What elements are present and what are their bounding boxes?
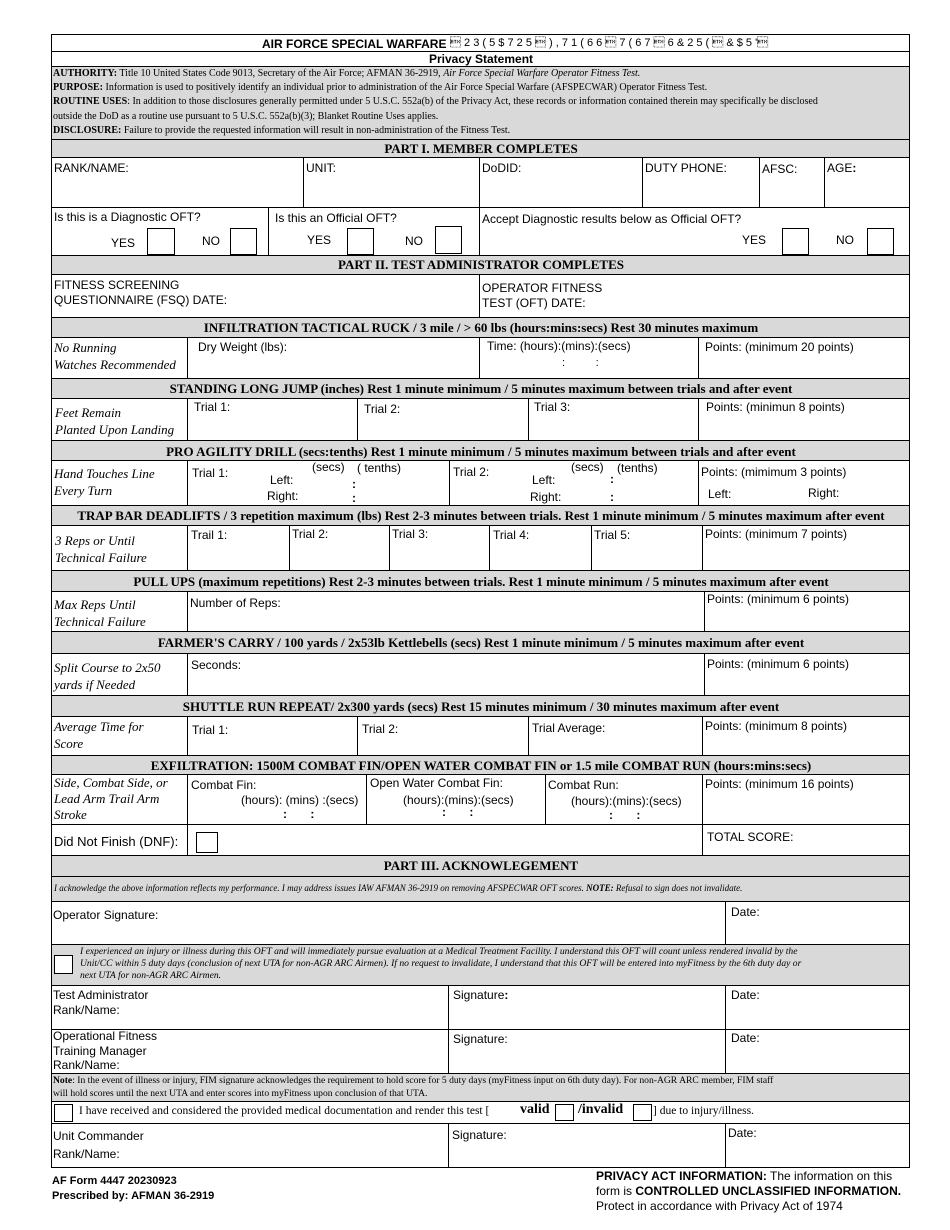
oft-label-2: TEST (OFT) DATE: [482,296,586,310]
shuttle-note-1: Average Time for [54,719,144,734]
shuttle-trial-1-label: Trial 1: [192,723,229,737]
ruck-time-colons: : : [562,357,599,369]
official-question: Is this an Official OFT? [275,211,397,225]
combat-fin-colons: : : [283,807,315,821]
shuttle-points-label: Points: (minimum 8 points) [705,719,848,733]
deadlift-trial-1-label: Trail 1: [191,528,228,542]
dnf-checkbox[interactable] [196,832,218,853]
diagnostic-yes-checkbox[interactable] [147,228,175,255]
exfil-points-label: Points: (minimum 16 points) [705,777,854,791]
agility-t1-left-colon: : [352,477,356,491]
shuttle-header: SHUTTLE RUN REPEAT/ 2x300 yards (secs) Rest 15 minutes minimum / 30 minutes maximum after event [182,699,780,714]
privacy-statement-title: Privacy Statement [428,52,534,66]
privacy-info-line-2: form is CONTROLLED UNCLASSIFIED INFORMATION. [596,1184,902,1198]
otm-date-label: Date: [731,1031,760,1045]
carry-seconds-label: Seconds: [191,658,242,672]
combat-fin-units: (hours): (mins) :(secs) [241,793,359,807]
carry-note-1: Split Course to 2x50 [54,660,161,675]
shuttle-average-label: Trial Average: [532,721,606,735]
agility-points-right: Right: [808,486,840,500]
exfil-note-1: Side, Combat Side, or [54,775,168,790]
part2-header: PART II. TEST ADMINISTRATOR COMPLETES [338,257,624,272]
agility-trial-2-label: Trial 2: [453,465,490,479]
diagnostic-no-label: NO [202,234,220,248]
cc-label-1: Unit Commander [53,1129,144,1143]
shuttle-trial-2-label: Trial 2: [362,722,399,736]
combat-fin-label: Combat Fin: [191,778,257,792]
accept-question: Accept Diagnostic results below as Official OFT? [482,212,742,226]
injury-text-2: Unit/CC within 5 duty days (conclusion of next UTA for non-AGR ARC Airmen). If no request to invalidate, I understand that this OFT will be entered into myFitness by the 6th duty day or [80,958,802,969]
accept-yes-checkbox[interactable] [782,228,809,255]
ruck-note-2: Watches Recommended [54,357,176,372]
ruck-header: INFILTRATION TACTICAL RUCK / 3 mile / > 60 lbs (hours:mins:secs) Rest 30 minutes maximum [203,320,759,335]
diagnostic-question: Is this is a Diagnostic OFT? [54,210,201,224]
exfil-header: EXFILTRATION: 1500M COMBAT FIN/OPEN WATER COMBAT FIN or 1.5 mile COMBAT RUN (hours:mins:secs) [150,758,812,773]
pullups-points-label: Points: (minimum 6 points) [707,592,850,606]
invalid-checkbox[interactable] [633,1104,652,1121]
ruck-dry-weight-label: Dry Weight (lbs): [198,340,288,354]
total-score-label: TOTAL SCORE: [707,830,794,844]
privacy-info-line-3: Protect in accordance with Privacy Act of 1974 [596,1199,843,1213]
agility-note-2: Every Turn [54,483,113,498]
invalid-label: /invalid [578,1102,624,1117]
deadlift-trial-5-label: Trial 5: [594,528,631,542]
dnf-label: Did Not Finish (DNF): [54,834,179,849]
jump-note-2: Planted Upon Landing [55,422,175,437]
deadlift-trial-4-label: Trial 4: [493,528,530,542]
combat-run-label: Combat Run: [548,778,619,792]
form-title-garbled:  2 3 ( 5 $ 7 2 5  ) , 7 1 ( 6 6  7 ( 6 7  6 & 2 5 (  & $ 5 ' [450,37,769,49]
accept-no-checkbox[interactable] [867,228,894,255]
note-text-1: Note: In the event of illness or injury, FIM signature acknowledges the requirement to hold score for 5 duty days (myFitness input on 6th duty day). For non-AGR ARC member, FIM staff [53,1075,774,1086]
deadlift-note-1: 3 Reps or Until [55,533,135,548]
agility-t2-left: Left: [532,473,556,487]
exfil-note-2: Lead Arm Trail Arm [54,791,160,806]
shuttle-note-2: Score [54,736,84,751]
ta-label-1: Test Administrator [53,988,149,1002]
jump-trial-3-label: Trial 3: [534,400,571,414]
accept-yes-label: YES [742,233,767,247]
operator-signature-label: Operator Signature: [53,908,159,922]
agility-points-left: Left: [708,487,732,501]
operator-date-label: Date: [731,905,760,919]
open-water-fin-label: Open Water Combat Fin: [370,776,503,790]
carry-header: FARMER'S CARRY / 100 yards / 2x53lb Kettlebells (secs) Rest 1 minute minimum / 5 minutes maximum after event [157,635,805,650]
open-water-fin-colons: : : [442,805,474,819]
injury-text-1: I experienced an injury or illness during this OFT and will immediately pursue evaluation at a Medical Treatment Facility. I understand this OFT will count unless rendered invalid by the [80,946,798,957]
routine-line-2: outside the DoD as a routine use pursuant to 5 U.S.C. 552a(b)(3); Blanket Routine Uses applies. [53,111,439,122]
jump-trial-2-label: Trial 2: [364,402,401,416]
privacy-info-line-1: PRIVACY ACT INFORMATION: The information on this [596,1169,893,1183]
ta-signature-label: Signature: [453,988,509,1002]
official-no-label: NO [405,234,423,248]
diagnostic-yes-label: YES [111,236,136,250]
jump-trial-1-label: Trial 1: [194,400,231,414]
age-label: AGE: [827,161,857,175]
exfil-note-3: Stroke [54,807,87,822]
otm-label-3: Rank/Name: [53,1058,120,1072]
otm-label-2: Training Manager [53,1044,147,1058]
agility-note-1: Hand Touches Line [54,466,155,481]
jump-points-label: Points: (minimun 8 points) [706,400,845,414]
agility-t2-tenths: (tenths) [617,461,658,475]
agility-t2-right-colon: : [610,490,614,504]
ruck-note-1: No Running [54,340,117,355]
unit-label: UNIT: [306,161,336,175]
form-number: AF Form 4447 20230923 [52,1175,177,1187]
combat-run-units: (hours):(mins):(secs) [571,794,682,808]
ruck-time-label: Time: (hours):(mins):(secs) [487,339,631,353]
diagnostic-no-checkbox[interactable] [230,228,257,255]
accept-no-label: NO [836,233,854,247]
jump-header: STANDING LONG JUMP (inches) Rest 1 minute minimum / 5 minutes maximum between trials and after event [169,381,793,396]
fsq-label-2: QUESTIONNAIRE (FSQ) DATE: [54,293,228,307]
open-water-fin-units: (hours):(mins):(secs) [403,793,514,807]
frame-left [51,34,52,1168]
agility-t1-tenths: ( tenths) [357,461,402,475]
routine-line-1: ROUTINE USES: In addition to those disclosures generally permitted under 5 U.S.C. 552a(b) of the Privacy Act, these records or information contained therein may specifically be disclosed [53,96,818,107]
agility-t2-secs: (secs) [571,460,604,474]
official-no-checkbox[interactable] [435,226,462,254]
duty-phone-label: DUTY PHONE: [645,161,727,175]
agility-t1-right-colon: : [352,491,356,505]
agility-header: PRO AGILITY DRILL (secs:tenths) Rest 1 minute minimum / 5 minutes maximum between trials and after event [166,444,796,459]
valid-checkbox[interactable] [555,1104,574,1121]
injury-text-3: next UTA for non-AGR ARC Airmen. [80,970,222,981]
pullups-reps-label: Number of Reps: [190,596,281,610]
frame-right [909,34,910,1168]
part3-header: PART III. ACKNOWLEGEMENT [383,858,579,873]
note-text-2: will hold scores until the next UTA and enter scores into myFitness upon conclusion of that UTA. [53,1088,428,1099]
medical-checkbox[interactable] [54,1104,73,1122]
jump-note-1: Feet Remain [55,405,122,420]
dodid-label: DoDID: [482,161,522,175]
deadlift-trial-2-label: Trial 2: [292,527,329,541]
official-yes-checkbox[interactable] [347,228,374,255]
combat-run-colons: : : [609,808,641,822]
ta-date-label: Date: [731,988,760,1002]
rank-name-label: RANK/NAME: [54,161,129,175]
deadlift-trial-3-label: Trial 3: [392,527,429,541]
deadlift-points-label: Points: (minimum 7 points) [705,527,848,541]
agility-t1-secs: (secs) [312,460,345,474]
afsc-label: AFSC: [762,162,798,176]
ta-label-2: Rank/Name: [53,1003,120,1017]
cc-date-label: Date: [728,1126,757,1140]
valid-label: valid [520,1102,550,1117]
otm-label-1: Operational Fitness [53,1029,158,1043]
official-yes-label: YES [307,233,332,247]
fsq-label-1: FITNESS SCREENING [54,278,180,292]
form-title: AIR FORCE SPECIAL WARFARE [262,37,447,51]
medical-text-end: ] due to injury/illness. [653,1105,754,1117]
disclosure-line: DISCLOSURE: Failure to provide the requested information will result in non-administration of the Fitness Test. [53,125,511,136]
deadlift-note-2: Technical Failure [55,550,147,565]
deadlift-header: TRAP BAR DEADLIFTS / 3 repetition maximum (lbs) Rest 2-3 minutes between trials. Rest 1 minute minimum / 5 minutes maximum after event [77,508,885,523]
agility-t2-right: Right: [530,490,562,504]
cc-label-2: Rank/Name: [53,1147,120,1161]
pullups-header: PULL UPS (maximum repetitions) Rest 2-3 minutes between trials. Rest 1 minute minimum / 5 minutes maximum after event [133,574,829,589]
agility-t2-left-colon: : [610,472,614,486]
purpose-line: PURPOSE: Information is used to positively identify an individual prior to administration of the Air Force Special Warfare (AFSPECWAR) Operator Fitness Test. [53,82,708,93]
part1-header: PART I. MEMBER COMPLETES [384,141,578,156]
agility-trial-1-label: Trial 1: [192,466,229,480]
injury-checkbox[interactable] [54,955,73,974]
medical-text: I have received and considered the provided medical documentation and render this test [ [79,1105,490,1117]
carry-note-2: yards if Needed [54,677,136,692]
oft-label-1: OPERATOR FITNESS [482,281,603,295]
carry-points-label: Points: (minimum 6 points) [707,657,850,671]
prescribed-by: Prescribed by: AFMAN 36-2919 [52,1190,215,1202]
acknowledge-text: I acknowledge the above information reflects my performance. I may address issues IAW AFMAN 36-2919 on removing AFSPECWAR OFT scores. NOTE: Refusal to sign does not invalidate. [54,883,743,893]
authority-line: AUTHORITY: Title 10 United States Code 9013, Secretary of the Air Force; AFMAN 36-2919, Air Force Special Warfare Operator Fitness Test. [53,68,641,79]
agility-points-label: Points: (mimimum 3 points) [701,465,847,479]
ruck-points-label: Points: (minimum 20 points) [705,340,854,354]
pullups-note-1: Max Reps Until [54,597,136,612]
agility-t1-right: Right: [267,489,299,503]
cc-signature-label: Signature: [452,1128,507,1142]
otm-signature-label: Signature: [453,1032,508,1046]
pullups-note-2: Technical Failure [54,614,146,629]
agility-t1-left: Left: [270,473,294,487]
